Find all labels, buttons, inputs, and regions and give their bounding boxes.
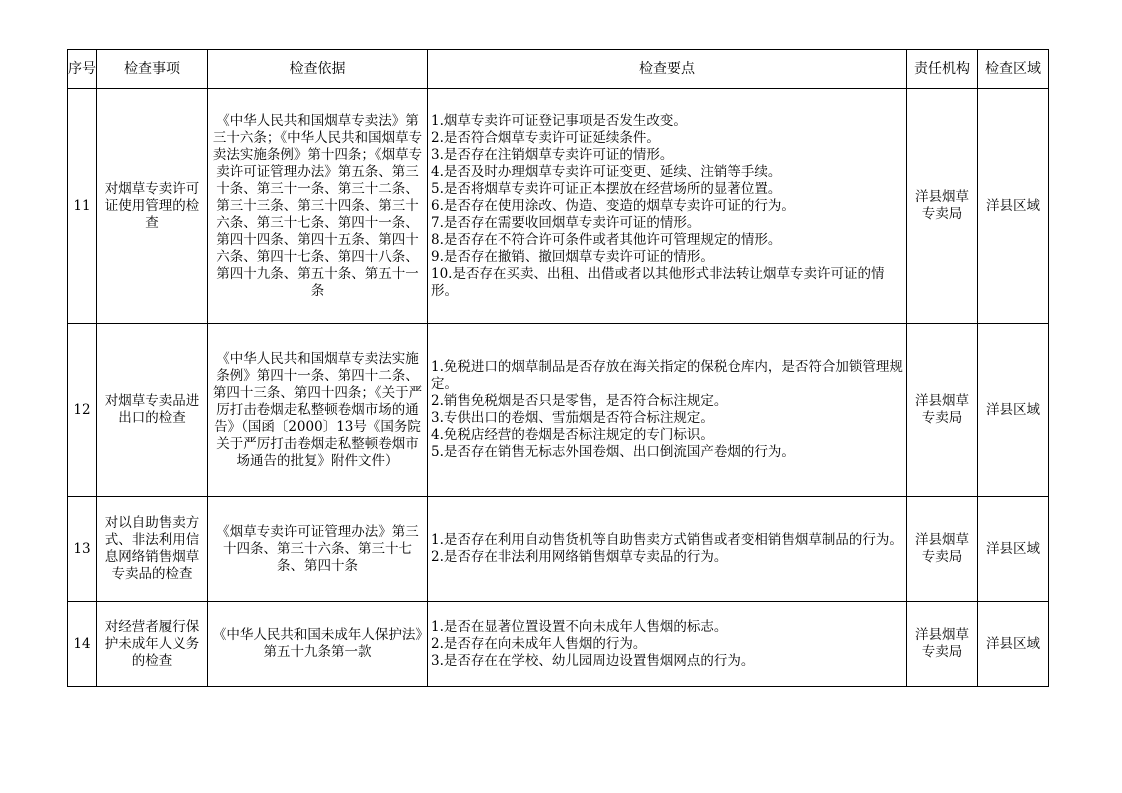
inspection-basis: 《烟草专卖许可证管理办法》第三十四条、第三十六条、第三十七条、第四十条 [208, 497, 428, 602]
responsible-org: 洋县烟草专卖局 [907, 602, 978, 687]
inspection-table [67, 49, 1049, 687]
point-item: 1.免税进口的烟草制品是否存放在海关指定的保税仓库内，是否符合加锁管理规定。 [431, 359, 903, 392]
header-basis: 检查依据 [208, 50, 428, 89]
point-item: 1.是否在显著位置设置不向未成年人售烟的标志。 [431, 618, 728, 635]
point-item: 6.是否存在使用涂改、伪造、变造的烟草专卖许可证的行为。 [431, 197, 795, 214]
point-item: 8.是否存在不符合许可条件或者其他许可管理规定的情形。 [431, 231, 782, 248]
inspection-basis: 《中华人民共和国烟草专卖法》第三十六条；《中华人民共和国烟草专卖法实施条例》第十四条；《烟草专卖许可证管理办法》第五条、第三十条、第三十一条、第三十二条、第三十三条、第三十四条、第三十六条、第三十七条、第四十一条、第四十四条、第四十五条、第四十六条、第四十七条、第四十八条、第四十九条、第五十条、第五十一条 [208, 89, 428, 324]
point-item: 2.是否符合烟草专卖许可证延续条件。 [431, 129, 660, 146]
inspection-item: 对经营者履行保护未成年人义务的检查 [97, 602, 208, 687]
inspection-item: 对烟草专卖许可证使用管理的检查 [97, 89, 208, 324]
point-item: 4.是否及时办理烟草专卖许可证变更、延续、注销等手续。 [431, 163, 782, 180]
table-row [68, 89, 1049, 324]
row-number: 13 [68, 497, 97, 602]
inspection-points [428, 497, 907, 602]
inspection-area: 洋县区域 [978, 602, 1049, 687]
point-item: 1.是否存在利用自动售货机等自助售卖方式销售或者变相销售烟草制品的行为。 [431, 532, 903, 548]
responsible-org: 洋县烟草专卖局 [907, 497, 978, 602]
point-item: 9.是否存在撤销、撤回烟草专卖许可证的情形。 [431, 248, 714, 265]
point-item: 1.烟草专卖许可证登记事项是否发生改变。 [431, 112, 687, 129]
header-area: 检查区域 [978, 50, 1049, 89]
point-item: 10.是否存在买卖、出租、出借或者以其他形式非法转让烟草专卖许可证的情形。 [431, 265, 885, 299]
inspection-item: 对烟草专卖品进出口的检查 [97, 324, 208, 497]
inspection-area: 洋县区域 [978, 324, 1049, 497]
responsible-org: 洋县烟草专卖局 [907, 324, 978, 497]
inspection-area: 洋县区域 [978, 89, 1049, 324]
inspection-points [428, 324, 907, 497]
inspection-area: 洋县区域 [978, 497, 1049, 602]
header-org: 责任机构 [907, 50, 978, 89]
inspection-basis: 《中华人民共和国未成年人保护法》第五十九条第一款 [208, 602, 428, 687]
header-row [68, 50, 1049, 89]
inspection-item: 对以自助售卖方式、非法利用信息网络销售烟草专卖品的检查 [97, 497, 208, 602]
table-row [68, 324, 1049, 497]
responsible-org: 洋县烟草专卖局 [907, 89, 978, 324]
header-points: 检查要点 [428, 50, 907, 89]
row-number: 14 [68, 602, 97, 687]
row-number: 12 [68, 324, 97, 497]
point-item: 2.是否存在向未成年人售烟的行为。 [431, 635, 647, 652]
row-number: 11 [68, 89, 97, 324]
point-item: 7.是否存在需要收回烟草专卖许可证的情形。 [431, 214, 701, 231]
point-item: 3.是否存在注销烟草专卖许可证的情形。 [431, 146, 674, 163]
header-no: 序号 [68, 50, 97, 89]
table-row [68, 602, 1049, 687]
inspection-basis: 《中华人民共和国烟草专卖法实施条例》第四十一条、第四十二条、第四十三条、第四十四条；《关于严厉打击卷烟走私整顿卷烟市场的通告》（国函〔2000〕13号《国务院关于严厉打击卷烟走私整顿卷烟市场通告的批复》附件文件） [208, 324, 428, 497]
point-item: 3.是否存在在学校、幼儿园周边设置售烟网点的行为。 [431, 652, 755, 669]
point-item: 2.销售免税烟是否只是零售，是否符合标注规定。 [431, 393, 728, 409]
header-item: 检查事项 [97, 50, 208, 89]
inspection-points [428, 602, 907, 687]
point-item: 5.是否将烟草专卖许可证正本摆放在经营场所的显著位置。 [431, 180, 782, 197]
table-row [68, 497, 1049, 602]
point-item: 2.是否存在非法利用网络销售烟草专卖品的行为。 [431, 549, 728, 565]
point-item: 3.专供出口的卷烟、雪茄烟是否符合标注规定。 [431, 410, 714, 426]
point-item: 5.是否存在销售无标志外国卷烟、出口倒流国产卷烟的行为。 [431, 444, 795, 460]
point-item: 4.免税店经营的卷烟是否标注规定的专门标识。 [431, 427, 714, 443]
inspection-points [428, 89, 907, 324]
